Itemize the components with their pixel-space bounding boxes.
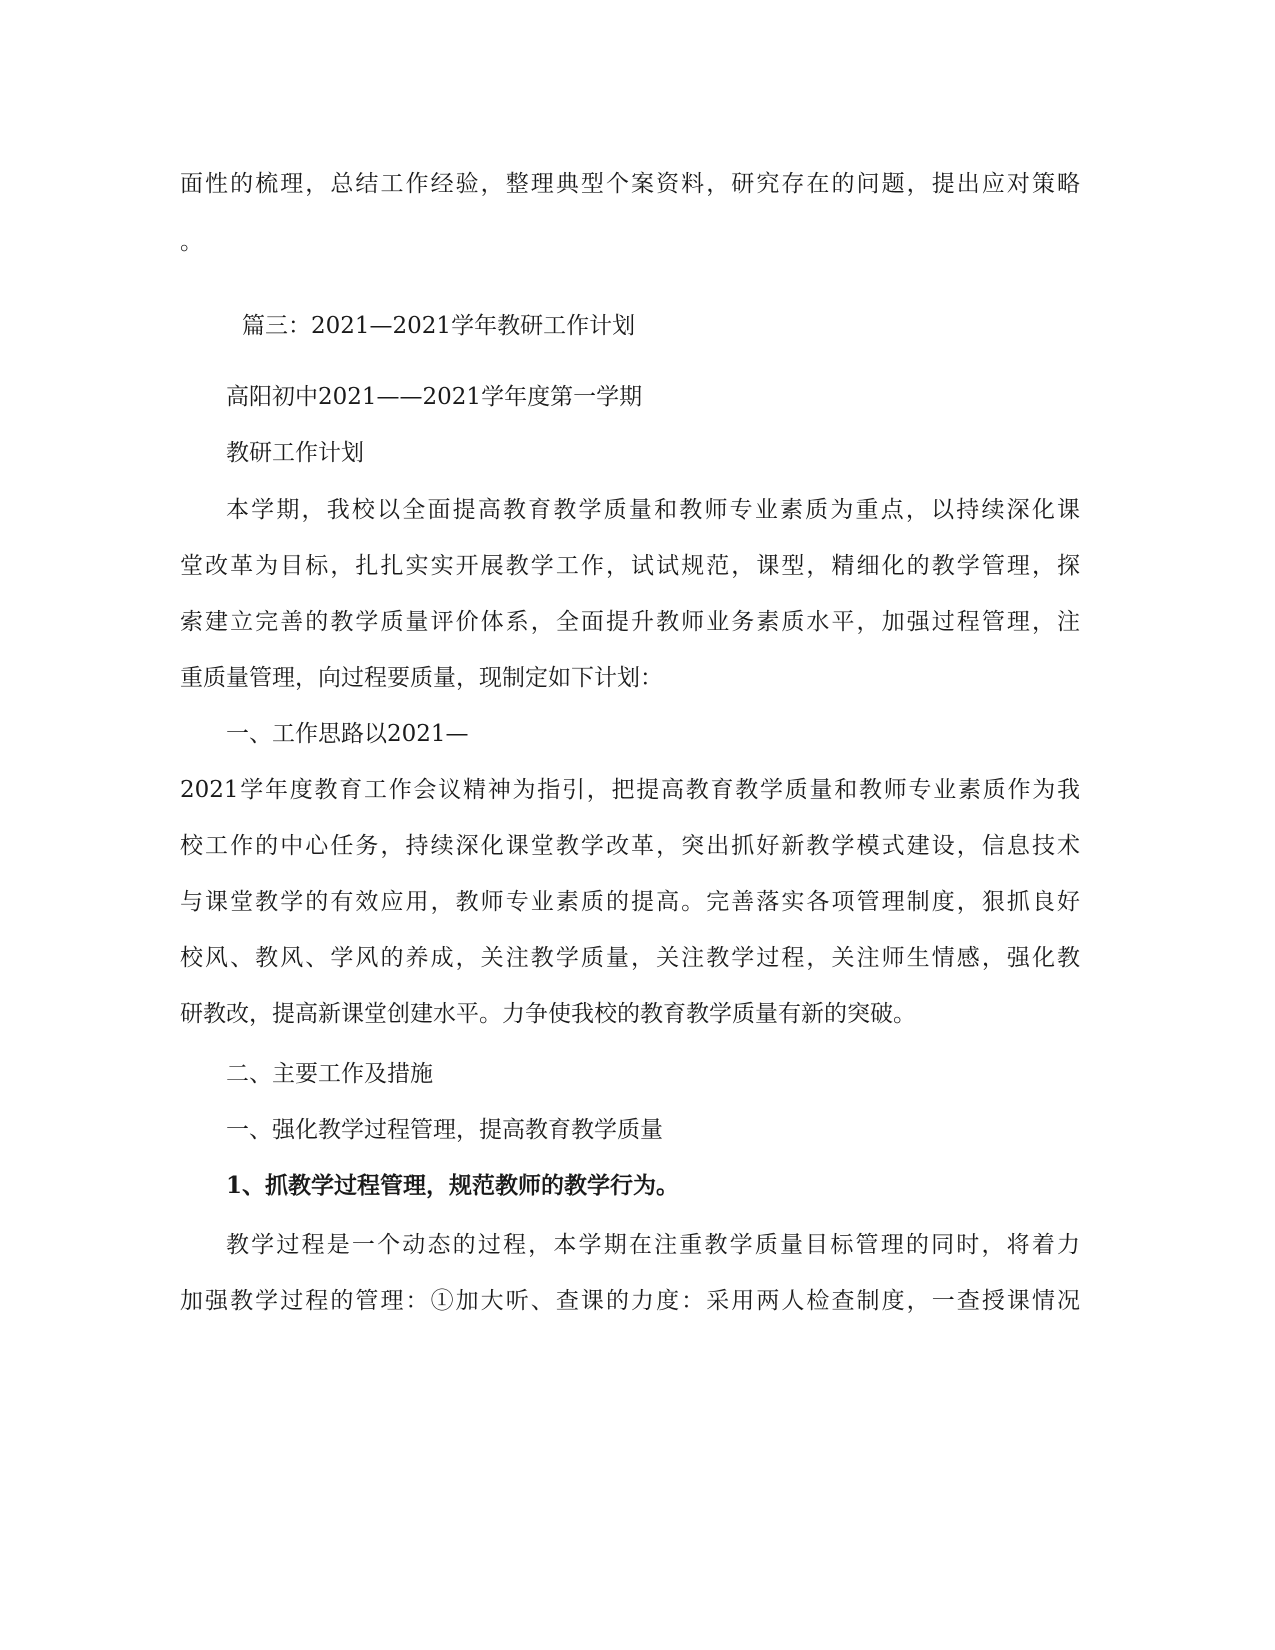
paragraph-line: 本学期，我校以全面提高教育教学质量和教师专业素质为重点，以持续深化课 (226, 497, 1080, 523)
plan-heading: 教研工作计划 (226, 440, 364, 466)
section-heading: 篇三：2021—2021学年教研工作计划 (242, 313, 636, 339)
paragraph-line: 面性的梳理，总结工作经验，整理典型个案资料，研究存在的问题，提出应对策略 (180, 171, 1080, 197)
bold-subheading: 1、抓教学过程管理，规范教师的教学行为。 (226, 1172, 680, 1199)
paragraph-line: 2021学年度教育工作会议精神为指引，把提高教育教学质量和教师专业素质作为我 (180, 777, 1080, 803)
paragraph-line: 重质量管理，向过程要质量，现制定如下计划： (180, 665, 663, 691)
paragraph-line: 校风、教风、学风的养成，关注教学质量，关注教学过程，关注师生情感，强化教 (180, 945, 1080, 971)
paragraph-line: 。 (180, 229, 203, 255)
paragraph-line: 堂改革为目标，扎扎实实开展教学工作，试试规范，课型，精细化的教学管理，探 (180, 553, 1080, 579)
paragraph-line: 研教改，提高新课堂创建水平。力争使我校的教育教学质量有新的突破。 (180, 1001, 916, 1027)
school-heading: 高阳初中2021——2021学年度第一学期 (226, 384, 643, 410)
subheading: 一、强化教学过程管理，提高教育教学质量 (226, 1117, 663, 1143)
subheading: 二、主要工作及措施 (226, 1061, 433, 1087)
paragraph-line: 索建立完善的教学质量评价体系，全面提升教师业务素质水平，加强过程管理，注 (180, 609, 1080, 635)
paragraph-line: 教学过程是一个动态的过程，本学期在注重教学质量目标管理的同时，将着力 (226, 1232, 1080, 1258)
paragraph-line: 与课堂教学的有效应用，教师专业素质的提高。完善落实各项管理制度，狠抓良好 (180, 889, 1080, 915)
paragraph-line: 校工作的中心任务，持续深化课堂教学改革，突出抓好新教学模式建设，信息技术 (180, 833, 1080, 859)
paragraph-line: 加强教学过程的管理：①加大听、查课的力度：采用两人检查制度，一查授课情况 (180, 1288, 1080, 1314)
subheading: 一、工作思路以2021— (226, 721, 469, 747)
